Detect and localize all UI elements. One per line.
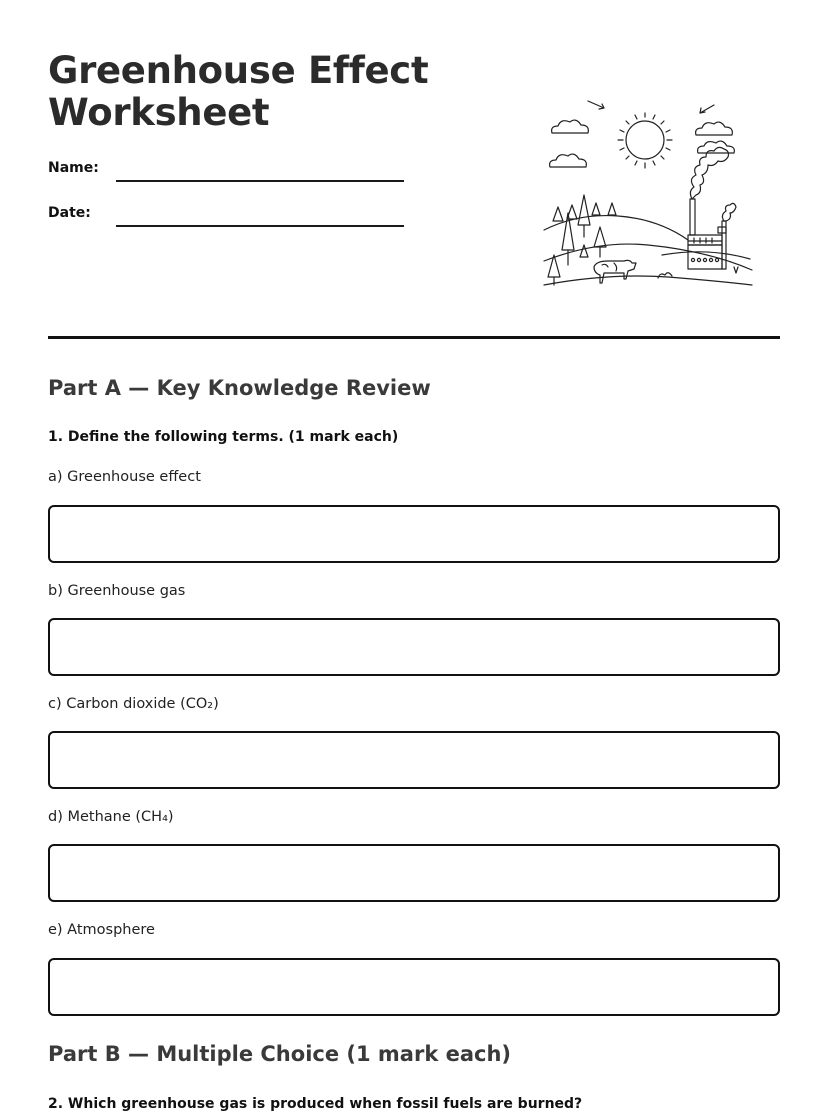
part-a-heading: Part A — Key Knowledge Review bbox=[48, 376, 431, 400]
answer-box-e[interactable] bbox=[48, 958, 780, 1016]
date-label: Date: bbox=[48, 205, 91, 221]
worksheet-title: Greenhouse Effect Worksheet bbox=[48, 49, 429, 134]
answer-box-b[interactable] bbox=[48, 618, 780, 676]
date-field[interactable] bbox=[116, 225, 404, 227]
answer-box-d[interactable] bbox=[48, 844, 780, 902]
header-divider bbox=[48, 336, 780, 339]
answer-box-a[interactable] bbox=[48, 505, 780, 563]
name-field[interactable] bbox=[116, 180, 404, 182]
part-b-heading: Part B — Multiple Choice (1 mark each) bbox=[48, 1042, 512, 1066]
term-label-greenhouse-effect: a) Greenhouse effect bbox=[48, 469, 201, 485]
question-2: 2. Which greenhouse gas is produced when fossil fuels are burned? bbox=[48, 1096, 583, 1112]
term-label-greenhouse-gas: b) Greenhouse gas bbox=[48, 583, 186, 599]
term-label-atmosphere: e) Atmosphere bbox=[48, 922, 155, 938]
name-label: Name: bbox=[48, 160, 99, 176]
landscape-illustration-icon bbox=[538, 95, 760, 300]
answer-box-c[interactable] bbox=[48, 731, 780, 789]
term-label-methane: d) Methane (CH₄) bbox=[48, 809, 174, 825]
question-1: 1. Define the following terms. (1 mark each) bbox=[48, 429, 399, 445]
term-label-carbon-dioxide: c) Carbon dioxide (CO₂) bbox=[48, 696, 219, 712]
